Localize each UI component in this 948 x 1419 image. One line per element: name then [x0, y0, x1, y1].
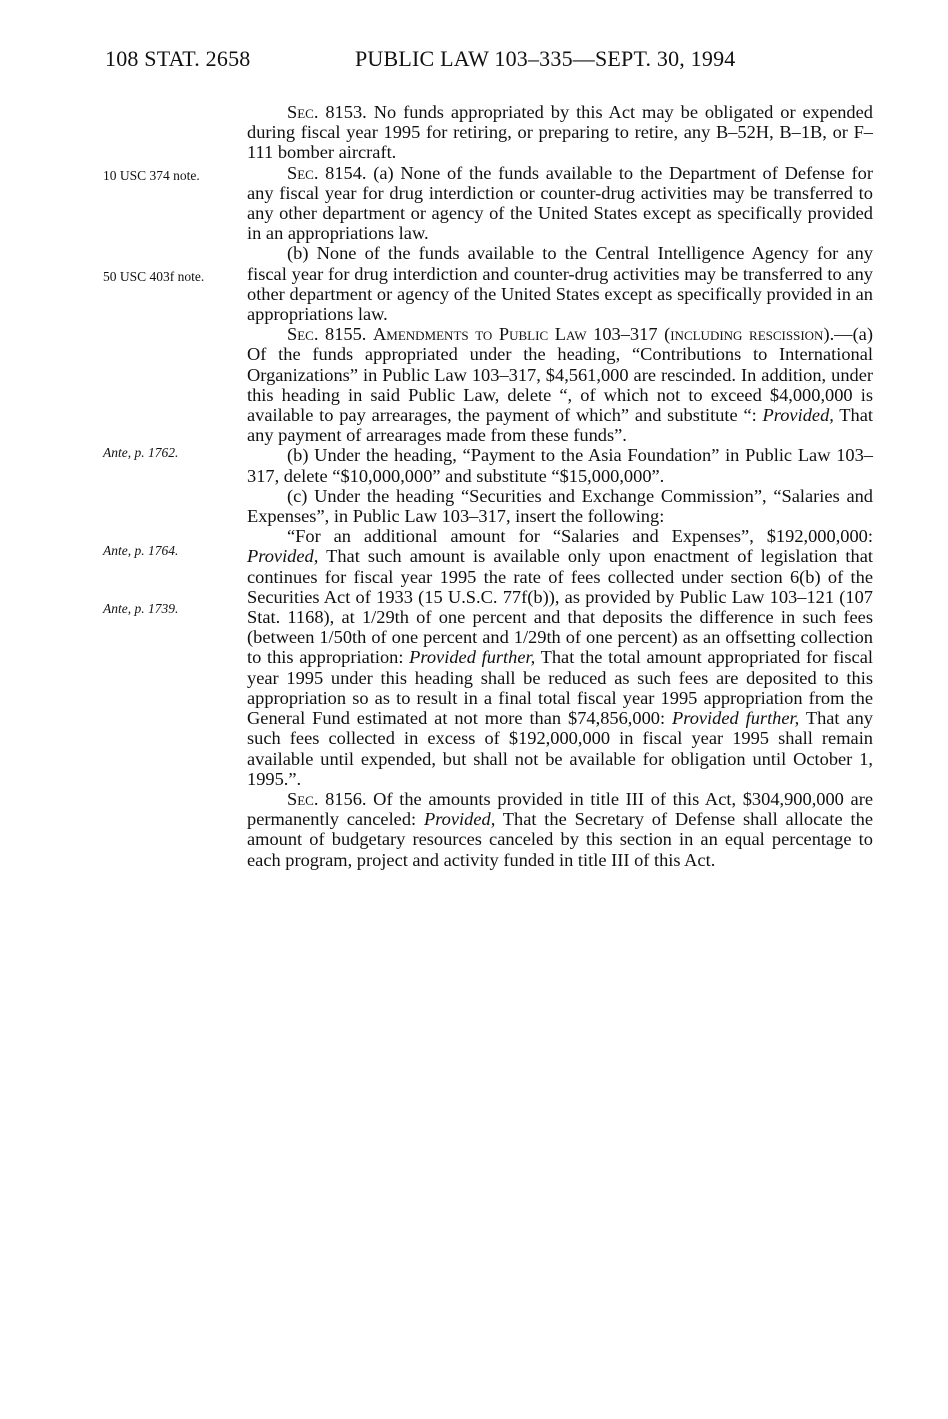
body-text [247, 102, 873, 870]
quote-text-1: “For an additional amount for “Salaries and Expenses”, $192,000,000: [287, 526, 873, 547]
margin-note-ante-1764: Ante, p. 1764. [103, 543, 179, 558]
section-8156-label: Sec. 8156. [287, 788, 367, 809]
section-8155-c-quoted-text [247, 526, 873, 789]
section-8154-label: Sec. 8154. [287, 162, 367, 183]
stat-page-number: 108 STAT. 2658 [105, 46, 251, 71]
quote-text-2: That such amount is available only upon enactment of legislation that continues for fiscal year 1995 the rate of fees collected under section 6(b) of the Securities Act of 1933 (15 U.S.C. 77f(b)), as provided by Public Law 103–121 (107 Stat. 1168), at 1/29th of one percent and that deposits the difference in such fees (between 1/50th of one percent and 1/29th of one percent) as an offsetting collection to this appropriation: [247, 546, 873, 668]
section-8154-a-text: (a) None of the funds available to the Department of Defense for any fiscal year for drug interdiction or counter-drug activities may be transferred to any other department or agency of the United States except as specifically provided in an appropriations law. [247, 162, 873, 244]
section-8156-proviso: Provided, [423, 809, 496, 830]
section-8155-a-text-2: That any payment of arrearages made from these funds”. [247, 405, 874, 446]
quote-proviso-1: Provided, [247, 546, 319, 567]
section-8155-a-proviso: Provided, [762, 405, 834, 426]
margin-note-ante-1762: Ante, p. 1762. [103, 445, 179, 460]
section-8155-b [247, 445, 873, 485]
quote-proviso-3: Provided further, [671, 708, 800, 729]
section-8155-heading: Amendments to Public Law 103–317 (including rescission). [373, 324, 835, 345]
section-8153-text: No funds appropriated by this Act may be obligated or expended during fiscal year 1995 for retiring, or preparing to retire, any B–52H, B–1B, or F–111 bomber aircraft. [247, 102, 873, 163]
law-title-header: PUBLIC LAW 103–335—SEPT. 30, 1994 [355, 46, 736, 71]
section-8155-a-text-1: —(a) Of the funds appropriated under the heading, “Contributions to International Organizations” in Public Law 103–317, $4,561,000 are rescinded. In addition, under this heading in said Public Law, delete “, of which not to exceed $4,000,000 is available to pay arrearages, the payment of which” and substitute “: [247, 324, 873, 426]
quote-text-3: That the total amount appropriated for fiscal year 1995 under this heading shall be reduced as such fees are deposited to this appropriation so as to result in a final total fiscal year 1995 appropriation from the General Fund estimated at not more than $74,856,000: [247, 647, 873, 729]
section-8154-a [247, 163, 873, 244]
section-8154-b-text: (b) None of the funds available to the Central Intelligence Agency for any fiscal year for drug interdiction and counter-drug activities may be transferred to any other department or agency of the United States except as specifically provided in an appropriations law. [247, 243, 873, 325]
quote-text-4: That any such fees collected in excess of $192,000,000 in fiscal year 1995 shall remain available until expended, but shall not be available for obligation until October 1, 1995.”. [247, 708, 873, 789]
quote-proviso-2: Provided further, [409, 647, 536, 668]
section-8153-label: Sec. 8153. [287, 102, 367, 122]
section-8155-label: Sec. 8155. [287, 324, 367, 345]
section-8154-b [247, 243, 873, 324]
section-8155-b-text: (b) Under the heading, “Payment to the Asia Foundation” in Public Law 103–317, delete “$10,000,000” and substitute “$15,000,000”. [247, 445, 873, 486]
section-8156-text-2: That the Secretary of Defense shall allocate the amount of budgetary resources canceled by this section in an equal percentage to each program, project and activity funded in title III of this Act. [247, 809, 873, 870]
margin-note-50-usc-403f: 50 USC 403f note. [103, 269, 205, 284]
margin-note-ante-1739: Ante, p. 1739. [103, 601, 179, 616]
section-8156 [247, 789, 873, 870]
section-8155-c-text: (c) Under the heading “Securities and Exchange Commission”, “Salaries and Expenses”, in Public Law 103–317, insert the following: [247, 485, 873, 527]
section-8153 [247, 102, 873, 163]
margin-note-10-usc-374: 10 USC 374 note. [103, 168, 200, 183]
section-8155-a [247, 324, 873, 445]
section-8155-c [247, 486, 873, 526]
section-8156-text-1: Of the amounts provided in title III of this Act, $304,900,000 are permanently canceled: [247, 788, 873, 830]
